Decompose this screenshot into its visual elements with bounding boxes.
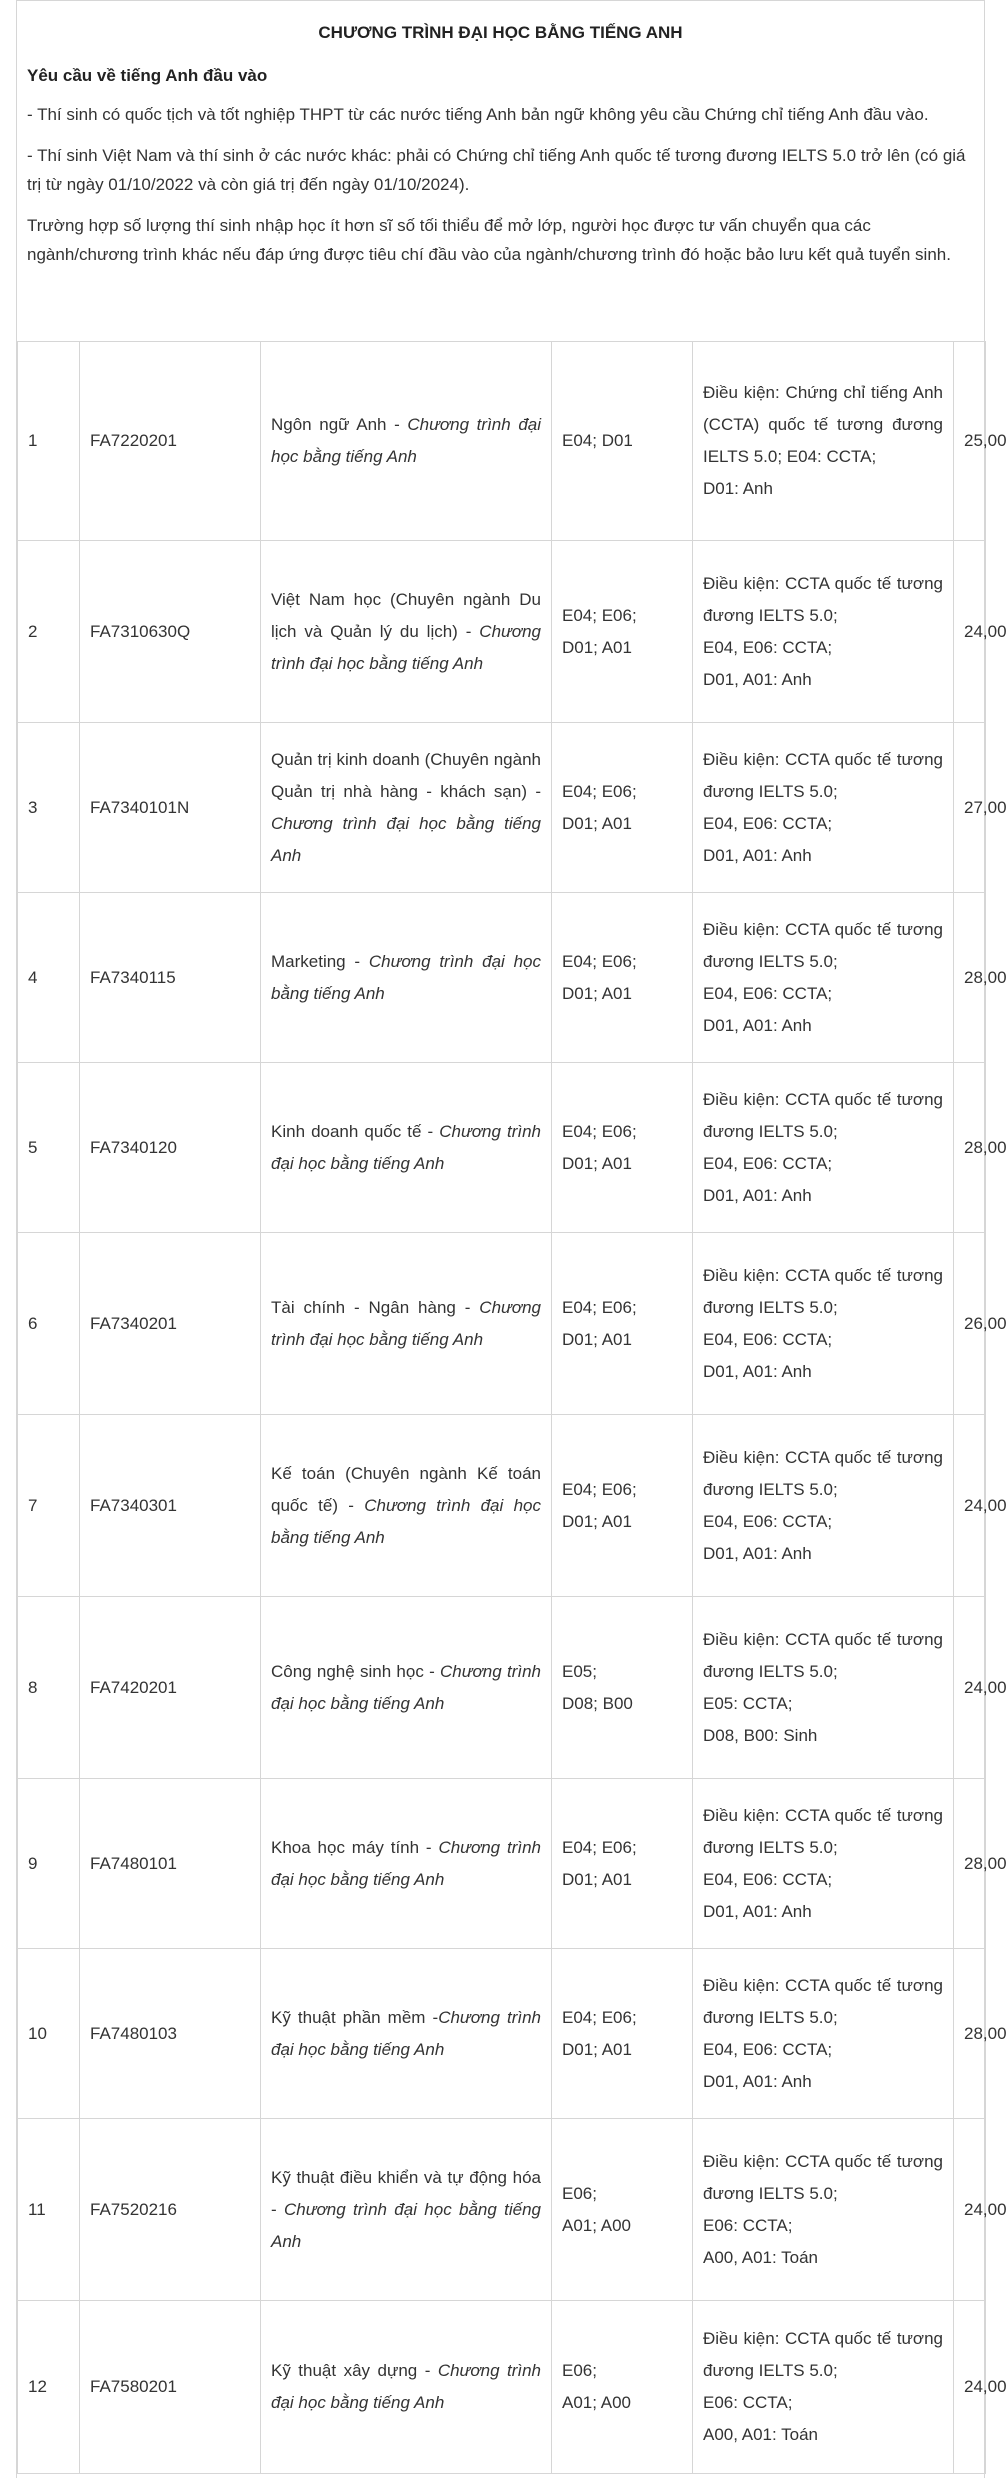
admission-score: 28,00 [964, 1853, 1007, 1873]
programs-table-body [18, 342, 1007, 2474]
condition-line: Điều kiện: Chứng chỉ tiếng Anh (CCTA) quốc tế tương đương IELTS 5.0; E04: CCTA; [703, 383, 943, 466]
row-index-cell [18, 541, 80, 723]
score-cell [954, 893, 1007, 1063]
row-index-cell [18, 893, 80, 1063]
program-name: Tài chính - Ngân hàng - [271, 1297, 480, 1317]
admission-score: 25,00 [964, 431, 1007, 450]
program-code-cell [80, 2301, 261, 2474]
program-type: Chương trình đại học bằng tiếng Anh [271, 415, 542, 466]
content-frame [16, 0, 1007, 2478]
condition-line: A00, A01: Toán [703, 2425, 819, 2444]
admission-score: 24,00 [964, 2377, 1007, 2396]
subject-combo-line: E04; E06; [562, 1297, 637, 1317]
condition-line: Điều kiện: CCTA quốc tế tương đương IELTS 5.0; [703, 1447, 943, 1499]
program-code-cell [80, 2119, 261, 2301]
subject-combo-line: D01; A01 [562, 1329, 632, 1349]
program-code: FA7220201 [90, 431, 177, 450]
condition-line: Điều kiện: CCTA quốc tế tương đương IELTS 5.0; [703, 2329, 943, 2380]
table-row [18, 1233, 986, 1415]
condition-line: D08, B00: Sinh [703, 1725, 818, 1745]
program-name-cell [261, 1597, 552, 1779]
subject-combo-line: D01; A01 [562, 637, 632, 657]
table-row [18, 2119, 986, 2301]
program-code: FA7310630Q [90, 621, 191, 641]
program-name-cell [261, 2301, 552, 2474]
condition-cell [693, 1949, 954, 2119]
condition-line: Điều kiện: CCTA quốc tế tương đương IELTS 5.0; [703, 919, 943, 971]
condition-line: E04, E06: CCTA; [703, 1869, 833, 1889]
program-name-cell [261, 1063, 552, 1233]
program-name: Ngôn ngữ Anh - [271, 415, 408, 434]
subject-combo-line: D08; B00 [562, 1693, 633, 1713]
subject-combo-line: E06; [562, 2361, 597, 2380]
condition-line: D01, A01: Anh [703, 1361, 812, 1381]
condition-cell [693, 1415, 954, 1597]
admission-score: 28,00 [964, 2023, 1007, 2043]
score-cell [954, 2301, 1007, 2474]
condition-line: D01: Anh [703, 479, 773, 498]
row-index-cell [18, 342, 80, 541]
score-cell [954, 1779, 1007, 1949]
condition-line: Điều kiện: CCTA quốc tế tương đương IELTS 5.0; [703, 1975, 943, 2027]
program-code-cell [80, 342, 261, 541]
program-code: FA7480101 [90, 1853, 177, 1873]
program-type: Chương trình đại học bằng tiếng Anh [271, 2361, 541, 2412]
program-code-cell [80, 893, 261, 1063]
condition-line: E04, E06: CCTA; [703, 1511, 833, 1531]
subject-combo-cell [552, 2119, 693, 2301]
subject-combo-line: E04; E06; [562, 605, 637, 625]
table-row [18, 723, 986, 893]
note-paragraph: Trường hợp số lượng thí sinh nhập học ít hơn sĩ số tối thiểu để mở lớp, người học được tư vấn chuyển qua các ngành/chương trình khác nếu đáp ứng được tiêu chí đầu vào của ngành/chương trình đó hoặc bảo lưu kết quả tuyển sinh. [27, 216, 951, 264]
row-index: 9 [28, 1853, 38, 1873]
program-name: Kỹ thuật phần mềm - [271, 2007, 439, 2027]
program-name-cell [261, 541, 552, 723]
subject-combo-line: E04; E06; [562, 1479, 637, 1499]
admission-score: 24,00 [964, 2199, 1007, 2219]
subject-combo-line: E05; [562, 1661, 597, 1681]
condition-line: D01, A01: Anh [703, 1901, 812, 1921]
program-name-cell [261, 893, 552, 1063]
program-name-cell [261, 1779, 552, 1949]
condition-line: E04, E06: CCTA; [703, 1153, 833, 1173]
subject-combo-cell [552, 1415, 693, 1597]
score-cell [954, 1063, 1007, 1233]
admission-score: 24,00 [964, 621, 1007, 641]
condition-line: Điều kiện: CCTA quốc tế tương đương IELTS 5.0; [703, 749, 943, 801]
score-cell [954, 1949, 1007, 2119]
program-type: Chương trình đại học bằng tiếng Anh [271, 1121, 541, 1173]
subject-combo-line: E04; E06; [562, 1837, 637, 1857]
subject-combo-line: E06; [562, 2183, 597, 2203]
condition-cell [693, 2301, 954, 2474]
condition-line: A00, A01: Toán [703, 2247, 819, 2267]
row-index-cell [18, 1063, 80, 1233]
condition-line: E05: CCTA; [703, 1693, 793, 1713]
condition-line: E04, E06: CCTA; [703, 1329, 833, 1349]
subject-combo-cell [552, 1949, 693, 2119]
row-index-cell [18, 1597, 80, 1779]
program-type: Chương trình đại học bằng tiếng Anh [271, 2007, 541, 2059]
program-name-cell [261, 1233, 552, 1415]
subject-combo-cell [552, 1233, 693, 1415]
program-name-cell [261, 1415, 552, 1597]
program-type: Chương trình đại học bằng tiếng Anh [271, 951, 541, 1003]
subject-combo-line: E04; E06; [562, 2007, 637, 2027]
program-name: Kỹ thuật xây dựng - [271, 2361, 438, 2380]
program-type: Chương trình đại học bằng tiếng Anh [271, 813, 541, 865]
page-title: CHƯƠNG TRÌNH ĐẠI HỌC BẰNG TIẾNG ANH [318, 23, 683, 42]
program-code: FA7340301 [90, 1495, 177, 1515]
admission-score: 27,00 [964, 797, 1007, 817]
condition-line: Điều kiện: CCTA quốc tế tương đương IELTS 5.0; [703, 1089, 943, 1141]
program-name: Kỹ thuật điều khiển và tự động hóa - [271, 2167, 541, 2219]
subject-combo-line: D01; A01 [562, 983, 632, 1003]
admission-score: 24,00 [964, 1495, 1007, 1515]
condition-line: Điều kiện: CCTA quốc tế tương đương IELTS 5.0; [703, 1805, 943, 1857]
row-index: 8 [28, 1677, 38, 1697]
program-code: FA7520216 [90, 2199, 177, 2219]
table-row [18, 342, 986, 541]
row-index-cell [18, 2301, 80, 2474]
program-name: Khoa học máy tính - [271, 1837, 439, 1857]
score-cell [954, 1415, 1007, 1597]
condition-line: Điều kiện: CCTA quốc tế tương đương IELTS 5.0; [703, 1629, 943, 1681]
condition-cell [693, 723, 954, 893]
condition-cell [693, 1063, 954, 1233]
condition-line: Điều kiện: CCTA quốc tế tương đương IELTS 5.0; [703, 573, 943, 625]
table-row [18, 1063, 986, 1233]
condition-cell [693, 893, 954, 1063]
score-cell [954, 342, 1007, 541]
section-heading: Yêu cầu về tiếng Anh đầu vào [27, 66, 268, 85]
program-name: Quản trị kinh doanh (Chuyên ngành Quản trị nhà hàng - khách sạn) - [271, 749, 541, 801]
row-index-cell [18, 723, 80, 893]
subject-combo-line: D01; A01 [562, 1153, 632, 1173]
subject-combo-cell [552, 2301, 693, 2474]
subject-combo-line: D01; A01 [562, 1511, 632, 1531]
condition-line: E04, E06: CCTA; [703, 813, 833, 833]
admission-score: 28,00 [964, 967, 1007, 987]
condition-line: Điều kiện: CCTA quốc tế tương đương IELTS 5.0; [703, 1265, 943, 1317]
condition-line: E06: CCTA; [703, 2215, 793, 2235]
subject-combo-cell [552, 1597, 693, 1779]
row-index: 6 [28, 1313, 38, 1333]
intro-section [17, 64, 984, 269]
program-code: FA7480103 [90, 2023, 177, 2043]
table-row [18, 893, 986, 1063]
table-row [18, 1779, 986, 1949]
subject-combo-cell [552, 893, 693, 1063]
table-row [18, 2301, 986, 2474]
program-code-cell [80, 1233, 261, 1415]
subject-combo-line: D01; A01 [562, 813, 632, 833]
program-name: Công nghệ sinh học - [271, 1661, 441, 1681]
row-index: 1 [28, 431, 38, 450]
condition-line: E04, E06: CCTA; [703, 983, 833, 1003]
condition-cell [693, 2119, 954, 2301]
admission-score: 28,00 [964, 1137, 1007, 1157]
row-index: 5 [28, 1137, 38, 1157]
subject-combo-line: E04; E06; [562, 781, 637, 801]
row-index: 2 [28, 621, 38, 641]
program-code: FA7340120 [90, 1137, 177, 1157]
admission-score: 24,00 [964, 1677, 1007, 1697]
score-cell [954, 2119, 1007, 2301]
condition-cell [693, 1779, 954, 1949]
row-index-cell [18, 1415, 80, 1597]
row-index-cell [18, 1779, 80, 1949]
table-row [18, 1415, 986, 1597]
subject-combo-line: E04; E06; [562, 951, 637, 971]
condition-line: D01, A01: Anh [703, 1015, 812, 1035]
program-name-cell [261, 342, 552, 541]
program-name: Kinh doanh quốc tế - [271, 1121, 440, 1141]
program-code-cell [80, 1949, 261, 2119]
program-name: Marketing - [271, 951, 369, 971]
program-type: Chương trình đại học bằng tiếng Anh [271, 1837, 541, 1889]
subject-combo-cell [552, 1063, 693, 1233]
program-name-cell [261, 1949, 552, 2119]
requirement-paragraph-2: - Thí sinh Việt Nam và thí sinh ở các nước khác: phải có Chứng chỉ tiếng Anh quốc tế tương đương IELTS 5.0 trở lên (có giá trị từ ngày 01/10/2022 và còn giá trị đến ngày 01/10/2024). [27, 146, 966, 194]
program-code-cell [80, 1779, 261, 1949]
program-code-cell [80, 1415, 261, 1597]
program-code: FA7340201 [90, 1313, 177, 1333]
subject-combo-line: E04; D01 [562, 431, 633, 450]
condition-cell [693, 1233, 954, 1415]
condition-line: E06: CCTA; [703, 2393, 793, 2412]
program-code-cell [80, 1597, 261, 1779]
condition-line: Điều kiện: CCTA quốc tế tương đương IELTS 5.0; [703, 2151, 943, 2203]
condition-cell [693, 342, 954, 541]
subject-combo-line: D01; A01 [562, 2039, 632, 2059]
subject-combo-line: E04; E06; [562, 1121, 637, 1141]
subject-combo-line: A01; A00 [562, 2215, 632, 2235]
condition-cell [693, 541, 954, 723]
subject-combo-cell [552, 1779, 693, 1949]
condition-line: D01, A01: Anh [703, 1185, 812, 1205]
row-index: 12 [28, 2377, 47, 2396]
program-code: FA7580201 [90, 2377, 177, 2396]
table-row [18, 541, 986, 723]
admission-score: 26,00 [964, 1313, 1007, 1333]
condition-line: E04, E06: CCTA; [703, 2039, 833, 2059]
program-code: FA7340115 [90, 967, 176, 987]
score-cell [954, 1597, 1007, 1779]
program-name: Kế toán (Chuyên ngành Kế toán quốc tế) - [271, 1463, 541, 1515]
score-cell [954, 541, 1007, 723]
row-index: 10 [28, 2023, 47, 2043]
row-index: 4 [28, 967, 38, 987]
subject-combo-cell [552, 723, 693, 893]
program-code: FA7420201 [90, 1677, 177, 1697]
program-name: Việt Nam học (Chuyên ngành Du lịch và Quản lý du lịch) - [271, 589, 541, 641]
program-type: Chương trình đại học bằng tiếng Anh [271, 2199, 541, 2251]
programs-table [17, 341, 1007, 2474]
row-index: 7 [28, 1495, 38, 1515]
program-name-cell [261, 723, 552, 893]
row-index-cell [18, 1233, 80, 1415]
row-index: 3 [28, 797, 38, 817]
row-index-cell [18, 2119, 80, 2301]
table-row [18, 1949, 986, 2119]
row-index-cell [18, 1949, 80, 2119]
subject-combo-line: D01; A01 [562, 1869, 632, 1889]
program-name-cell [261, 2119, 552, 2301]
condition-cell [693, 1597, 954, 1779]
condition-line: D01, A01: Anh [703, 2071, 812, 2091]
condition-line: D01, A01: Anh [703, 845, 812, 865]
subject-combo-line: A01; A00 [562, 2393, 632, 2412]
condition-line: E04, E06: CCTA; [703, 637, 833, 657]
table-row [18, 1597, 986, 1779]
program-type: Chương trình đại học bằng tiếng Anh [271, 621, 541, 673]
program-type: Chương trình đại học bằng tiếng Anh [271, 1297, 541, 1349]
program-type: Chương trình đại học bằng tiếng Anh [271, 1661, 541, 1713]
subject-combo-cell [552, 541, 693, 723]
row-index: 11 [28, 2199, 46, 2219]
program-code-cell [80, 723, 261, 893]
program-code: FA7340101N [90, 797, 190, 817]
condition-line: D01, A01: Anh [703, 669, 812, 689]
subject-combo-cell [552, 342, 693, 541]
requirement-paragraph-1: - Thí sinh có quốc tịch và tốt nghiệp THPT từ các nước tiếng Anh bản ngữ không yêu cầu Chứng chỉ tiếng Anh đầu vào. [27, 105, 929, 124]
condition-line: D01, A01: Anh [703, 1543, 812, 1563]
score-cell [954, 723, 1007, 893]
program-code-cell [80, 541, 261, 723]
score-cell [954, 1233, 1007, 1415]
program-code-cell [80, 1063, 261, 1233]
program-type: Chương trình đại học bằng tiếng Anh [271, 1495, 541, 1547]
